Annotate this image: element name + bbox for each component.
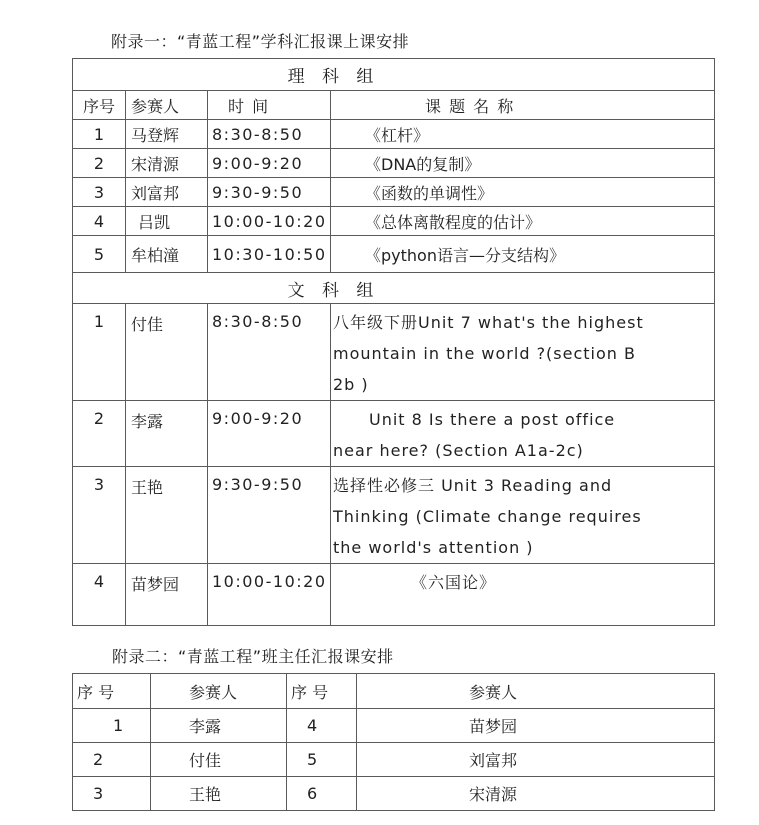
arts-group-label: 文 科 组 <box>73 273 715 304</box>
topic-line: the world's attention ) <box>333 538 534 557</box>
row-name: 牟柏潼 <box>126 236 208 273</box>
table-row <box>73 120 715 149</box>
topic-line: 八年级下册Unit 7 what's the highest <box>333 313 644 332</box>
row-name: 苗梦园 <box>357 709 715 743</box>
table-row <box>73 709 715 743</box>
row-topic: 《杠杆》 <box>331 120 715 149</box>
header-topic: 课 题 名 称 <box>331 91 715 120</box>
row-time: 8:30-8:50 <box>208 304 331 401</box>
row-no: 2 <box>73 149 126 178</box>
row-time: 10:00-10:20 <box>208 564 331 626</box>
science-group-label: 理 科 组 <box>73 59 715 91</box>
science-group-row <box>73 59 715 91</box>
row-no: 2 <box>73 743 151 777</box>
row-no: 4 <box>73 564 126 626</box>
table-row <box>73 564 715 626</box>
row-name: 付佳 <box>126 304 208 401</box>
subject-schedule-table <box>72 58 715 626</box>
row-topic: 《总体离散程度的估计》 <box>331 207 715 236</box>
row-name: 宋清源 <box>126 149 208 178</box>
header-participant: 参赛人 <box>357 674 715 709</box>
row-time: 10:00-10:20 <box>208 207 331 236</box>
row-name: 李露 <box>126 401 208 467</box>
arts-group-row <box>73 273 715 304</box>
row-no: 1 <box>73 120 126 149</box>
row-name: 苗梦园 <box>126 564 208 626</box>
appendix2-title: 附录二：“青蓝工程”班主任汇报课安排 <box>112 647 394 666</box>
row-no: 3 <box>73 467 126 564</box>
header-time: 时 间 <box>208 91 331 120</box>
row-no: 6 <box>287 777 357 811</box>
topic-line: Unit 8 Is there a post office <box>369 410 616 429</box>
table-row <box>73 149 715 178</box>
table-row <box>73 207 715 236</box>
row-no: 4 <box>287 709 357 743</box>
header-row <box>73 674 715 709</box>
row-name: 刘富邦 <box>357 743 715 777</box>
homeroom-schedule-table <box>72 673 715 811</box>
row-name: 李露 <box>151 709 287 743</box>
row-no: 3 <box>73 178 126 207</box>
header-participant: 参赛人 <box>151 674 287 709</box>
table-row <box>73 777 715 811</box>
header-row <box>73 91 715 120</box>
row-name: 刘富邦 <box>126 178 208 207</box>
table-row <box>73 401 715 467</box>
row-topic: 《python语言—分支结构》 <box>331 236 715 273</box>
row-no: 5 <box>287 743 357 777</box>
row-topic <box>331 564 715 626</box>
row-no: 1 <box>73 304 126 401</box>
row-no: 2 <box>73 401 126 467</box>
table-row <box>73 236 715 273</box>
header-participant: 参赛人 <box>126 91 208 120</box>
topic-line: 《六国论》 <box>411 573 497 592</box>
appendix1-title: 附录一：“青蓝工程”学科汇报课上课安排 <box>111 32 410 51</box>
row-time: 9:00-9:20 <box>208 149 331 178</box>
row-name: 吕凯 <box>126 207 208 236</box>
topic-line: mountain in the world ?(section B <box>333 344 636 363</box>
row-name: 宋清源 <box>357 777 715 811</box>
table-row <box>73 178 715 207</box>
topic-line: near here? (Section A1a-2c) <box>333 441 584 460</box>
row-name: 王艳 <box>151 777 287 811</box>
row-time: 10:30-10:50 <box>208 236 331 273</box>
header-no: 序 号 <box>287 674 357 709</box>
row-time: 9:30-9:50 <box>208 467 331 564</box>
row-topic <box>331 304 715 401</box>
topic-line: 选择性必修三 Unit 3 Reading and <box>333 476 613 495</box>
row-time: 9:30-9:50 <box>208 178 331 207</box>
row-topic: 《DNA的复制》 <box>331 149 715 178</box>
row-topic <box>331 467 715 564</box>
row-topic <box>331 401 715 467</box>
table-row <box>73 743 715 777</box>
row-name: 付佳 <box>151 743 287 777</box>
row-no: 3 <box>73 777 151 811</box>
row-time: 8:30-8:50 <box>208 120 331 149</box>
row-time: 9:00-9:20 <box>208 401 331 467</box>
table-row <box>73 304 715 401</box>
row-no: 5 <box>73 236 126 273</box>
row-name: 王艳 <box>126 467 208 564</box>
topic-line: Thinking (Climate change requires <box>333 507 642 526</box>
table-row <box>73 467 715 564</box>
row-topic: 《函数的单调性》 <box>331 178 715 207</box>
row-name: 马登辉 <box>126 120 208 149</box>
row-no: 4 <box>73 207 126 236</box>
header-no: 序 号 <box>73 674 151 709</box>
topic-line: 2b ) <box>333 375 369 394</box>
header-no: 序号 <box>73 91 126 120</box>
row-no: 1 <box>73 709 151 743</box>
